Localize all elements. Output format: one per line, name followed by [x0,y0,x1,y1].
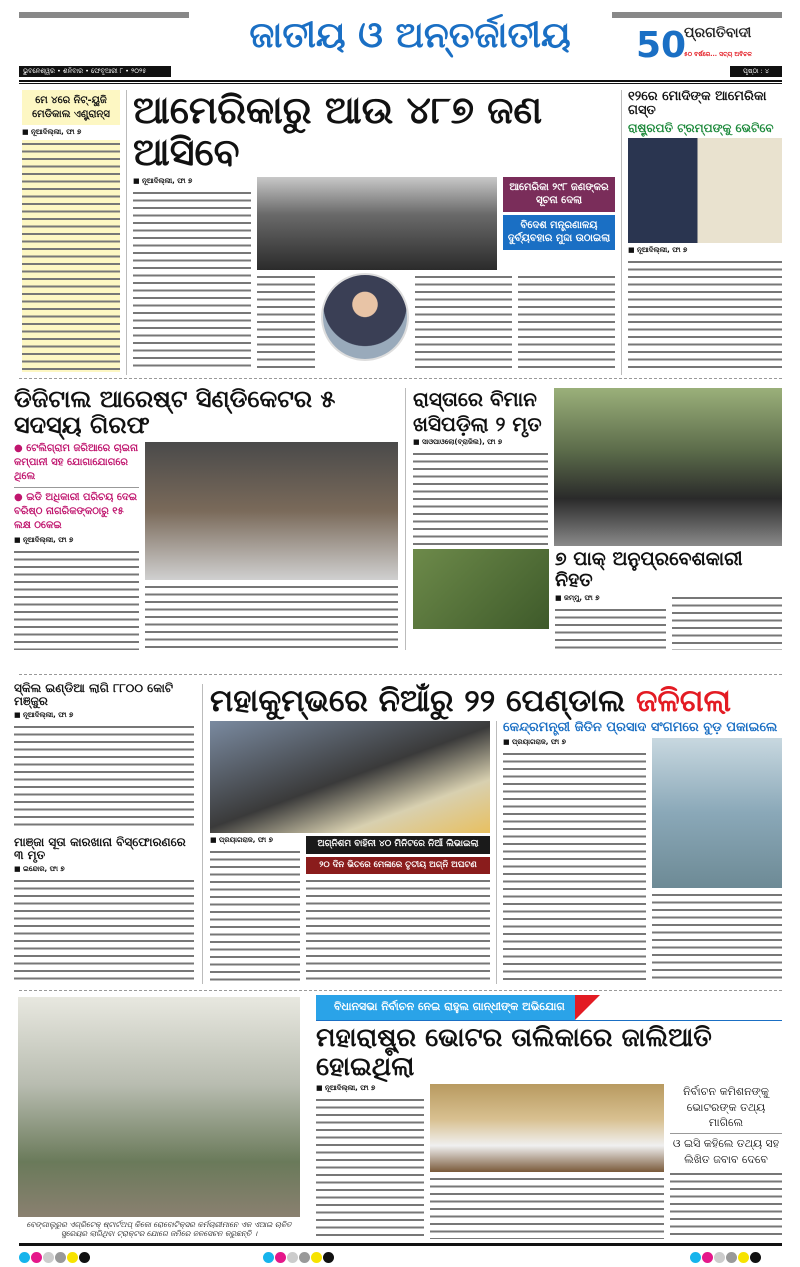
neet-headline: ମେ ୪ରେ ନିଟ୍-ୟୁଜି ମେଡିକାଲ ଏଣ୍ଟ୍ରାନ୍ସ [22,90,120,125]
kumbh-body-2 [306,877,490,984]
divider [621,90,622,375]
kumbh-dateline: ■ ପ୍ରୟାଗରାଜ, ଫା ୭ [210,836,273,845]
deport-body [133,189,251,372]
jitin-content [503,738,782,984]
arrested-suspects-photo [145,442,398,580]
modi-dateline: ■ ନୂଆଦିଲ୍ଲୀ, ଫା ୭ [628,245,688,254]
rahul-body-3 [670,1170,782,1239]
plane-headline-2: ଖସିପଡ଼ିଲା ୨ ମୃତ [413,412,542,436]
jitin-col-1 [503,738,646,984]
registration-dots-left [19,1248,91,1267]
neet-body [22,140,120,372]
jitin-col-2 [652,738,782,984]
page-number: ପୃଷ୍ଠା : ୪ [730,66,782,77]
deport-box-2: ବିଦେଶ ମନ୍ତ୍ରଣାଳୟ ଦୁର୍ବ୍ୟବହାର ମୁଦ୍ଦା ଉଠାଇଲା [503,215,615,250]
rahul-banner [316,995,782,1021]
jitin-story [496,721,782,984]
modi-subheadline: ରାଷ୍ଟ୍ରପତି ଟ୍ରମ୍ପଙ୍କୁ ଭେଟିବେ [628,120,774,135]
jitin-dateline: ■ ପ୍ରୟାଗରାଜ, ଫା ୭ [503,738,566,747]
robotics-tractor-photo [18,997,300,1217]
plane-crash-photo [554,388,782,546]
jitin-body [503,750,646,984]
digital-arrest-headline: ଡିଜିଟାଲ ଆରେଷ୍ଟ ସିଣ୍ଡିକେଟର ୫ ସଦସ୍ୟ ଗିରଫ [14,385,336,440]
pak-dateline: ■ ଜମ୍ମୁ, ଫା ୭ [555,593,600,602]
pak-body-row [555,594,782,650]
deport-bottom [257,273,615,372]
neet-column [22,90,120,372]
right-row2 [413,388,782,650]
kumbh-col-1 [210,836,300,984]
deport-body-4 [518,273,615,372]
digital-bullet-2: ● ଇଡି ଅଧିକାରୀ ପରିଚୟ ଦେଇ ବରିଷ୍ଠ ନାଗରିକଙ୍କଠାରୁ ୧୫ ଲକ୍ଷ ଠକେଇ [14,491,138,531]
photo-caption: ବେଙ୍ଗାଲୁରୁର ଏଗ୍ରିଟେକ୍ ଷ୍ଟାର୍ଟଅପ୍ କିକୋ ରୋବୋଟିକ୍ସର କର୍ମଚାରୀମାନେ ଏକ ଏଆଇ ଚାଳିତ ସ୍ପ୍ରେୟର ଲାଗିଥିବା ଟ୍ରାକ୍ଟର ଯୋଗେ ଜମିରେ ଜଳସେଚନ କରୁଛନ୍ତି । [26,1219,292,1239]
deport-body-2 [257,273,315,372]
logo-name: ପ୍ରଗତିବାଦୀ [684,25,752,41]
digital-story [14,386,398,650]
digital-body [14,548,139,650]
divider [405,388,406,650]
left-row3 [14,682,194,984]
digital-col-1 [14,442,139,650]
deport-box-1: ଆମେରିକା ୨୯୮ ଜଣଙ୍କର ସୂଚନା ଦେଲା [503,177,615,212]
pak-body [555,606,666,650]
manja-body [14,877,194,984]
rahul-content [316,1084,782,1239]
deport-body-3 [415,273,512,372]
kumbh-col-2 [306,836,490,984]
digital-content [14,442,398,650]
deport-top [257,177,615,271]
official-portrait-photo [321,273,409,361]
tractor-photo-block [18,997,300,1239]
section-title: ଜାତୀୟ ଓ ଅନ୍ତର୍ଜାତୀୟ [249,15,571,56]
kumbh-box-1: ଅଗ୍ନିଶମ ବାହିନୀ ୪୦ ମିନିଟରେ ନିଆଁ ଲିଭାଇଲା [306,836,490,854]
divider [202,684,203,984]
digital-bullet-1: ● ଟେଲିଗ୍ରାମ ଜରିଆରେ ଚାଇନା କମ୍ପାନୀ ସହ ଯୋଗାଯୋଗରେ ଥିଲେ [14,442,139,488]
rahul-side-1: ନିର୍ବାଚନ କମିଶନଙ୍କୁ ଭୋଟରଙ୍କ ତଥ୍ୟ ମାଗିଲେ [683,1085,769,1129]
rahul-col-2 [430,1084,664,1239]
rahul-body [316,1096,424,1239]
plane-body [413,450,548,546]
section-divider [19,378,782,379]
jitin-sangam-photo [652,738,782,888]
pak-body-2 [672,594,783,650]
banner-triangle [575,995,600,1020]
registration-dots-right [690,1248,762,1267]
masthead-rule [19,80,782,84]
logo-50: 50 [636,25,687,66]
deported-migrants-photo [257,177,497,271]
pak-col-1 [555,594,666,650]
section-divider [19,990,782,991]
modi-trump-photo [628,138,782,243]
kumbh-body [210,848,300,984]
pak-text-col [555,549,782,650]
logo-tagline: ୫୦ ବର୍ଷରେ... ସତ୍ୟ ଅବିଚଳ [684,51,752,58]
neet-dateline: ■ ନୂଆଦିଲ୍ଲୀ, ଫା ୭ [22,128,82,136]
rahul-col-1 [316,1084,424,1239]
digital-dateline: ■ ନୂଆଦିଲ୍ଲୀ, ଫା ୭ [14,535,74,544]
plane-dateline: ■ ସାଓପାଓଲୋ(ବ୍ରାଜିଲ), ଫା ୭ [413,438,503,446]
modi-headline: ୧୨ରେ ମୋଦିଙ୍କ ଆମେରିକା ଗସ୍ତ [628,89,767,119]
masthead-bar-right [612,12,782,18]
digital-body-2 [145,583,398,650]
jitin-headline: କେନ୍ଦ୍ରମନ୍ତ୍ରୀ ଜିତିନ ପ୍ରସାଦ ସଂଗମରେ ବୁଡ଼ ପକାଇଲେ [503,720,778,736]
dateline: ଭୁବନେଶ୍ୱର • ଶନିବାର • ଫେବୃଆରୀ ୮ • ୨୦୨୫ [19,66,171,77]
kumbh-section [210,684,782,984]
jitin-body-2 [652,891,782,984]
deport-boxes [503,177,615,271]
divider [126,90,127,375]
rahul-dateline: ■ ନୂଆଦିଲ୍ଲୀ, ଫା ୭ [316,1084,376,1093]
section-divider [19,674,782,675]
manja-dateline: ■ ଇନ୍ଦୋର, ଫା ୭ [14,865,65,874]
pak-headline: ୭ ପାକ୍ ଅନୁପ୍ରବେଶକାରୀ ନିହତ [555,548,743,591]
skill-headline: ସ୍କିଲ ଇଣ୍ଡିଆ ଲାଗି ୮୮୦୦ କୋଟି ମଞ୍ଜୁର [14,681,174,709]
rahul-body-2 [430,1175,664,1239]
kumbh-story [210,721,490,984]
kumbh-content [210,721,782,984]
soldier-photo [413,549,549,629]
kumbh-fire-photo [210,721,490,833]
digital-col-2 [145,442,398,650]
rahul-story [316,995,782,1239]
kumbh-headline-black: ମହାକୁମ୍ଭରେ ନିଆଁରୁ ୨୨ ପେଣ୍ଡାଲ [210,683,626,719]
deport-dateline: ■ ନୂଆଦିଲ୍ଲୀ, ଫା ୭ [133,176,193,185]
kumbh-box-2: ୨୦ ଦିନ ଭିତରେ ମେଳାରେ ତୃତୀୟ ଅଗ୍ନି ଅଘଟଣ [306,857,490,874]
kumbh-text-row [210,836,490,984]
skill-dateline: ■ ନୂଆଦିଲ୍ଲୀ, ଫା ୭ [14,711,74,720]
rahul-col-3 [670,1084,782,1239]
registration-dots-center [263,1248,335,1267]
deport-headline: ଆମେରିକାରୁ ଆଉ ୪୮୭ ଜଣ ଆସିବେ [133,88,543,174]
rahul-banner-text: ବିଧାନସଭା ନିର୍ବାଚନ ନେଇ ରାହୁଲ ଗାନ୍ଧୀଙ୍କ ଅଭିଯୋଗ [316,995,575,1020]
plane-text-col [413,388,548,546]
footer-rule [19,1243,782,1246]
kumbh-headline-red: ଜଳିଗଲା [635,683,732,719]
rahul-press-conference-photo [430,1084,664,1172]
masthead-bar-left [19,12,189,18]
rahul-side-2: ଓ ଇସି କହିଲେ ତଥ୍ୟ ସହ ଲିଖିତ ଜବାବ ଦେବେ [670,1133,782,1167]
deport-story [133,90,615,372]
deport-col-2 [257,177,615,372]
deport-col-1 [133,177,251,372]
bullet-text: ଇଡି ଅଧିକାରୀ ପରିଚୟ ଦେଇ ବରିଷ୍ଠ ନାଗରିକଙ୍କଠାରୁ ୧୫ ଲକ୍ଷ ଠକେଇ [14,491,138,531]
plane-headline-1: ରାସ୍ତାରେ ବିମାନ [413,387,537,411]
modi-story [628,90,782,372]
rahul-headline: ମହାରାଷ୍ଟ୍ର ଭୋଟର ତାଲିକାରେ ଜାଲିଆତି ହୋଇଥିଲା [316,1023,712,1082]
skill-body [14,723,194,830]
plane-story [413,388,782,546]
kumbh-headline [210,684,782,718]
deport-content [133,177,615,372]
manja-headline: ମାଞ୍ଜା ସୂତା କାରଖାନା ବିସ୍ଫୋରଣରେ ୩ ମୃତ [14,835,186,863]
modi-body [628,258,782,372]
bullet-text: ଟେଲିଗ୍ରାମ ଜରିଆରେ ଚାଇନା କମ୍ପାନୀ ସହ ଯୋଗାଯୋଗରେ ଥିଲେ [14,442,139,482]
pak-story [413,549,782,650]
